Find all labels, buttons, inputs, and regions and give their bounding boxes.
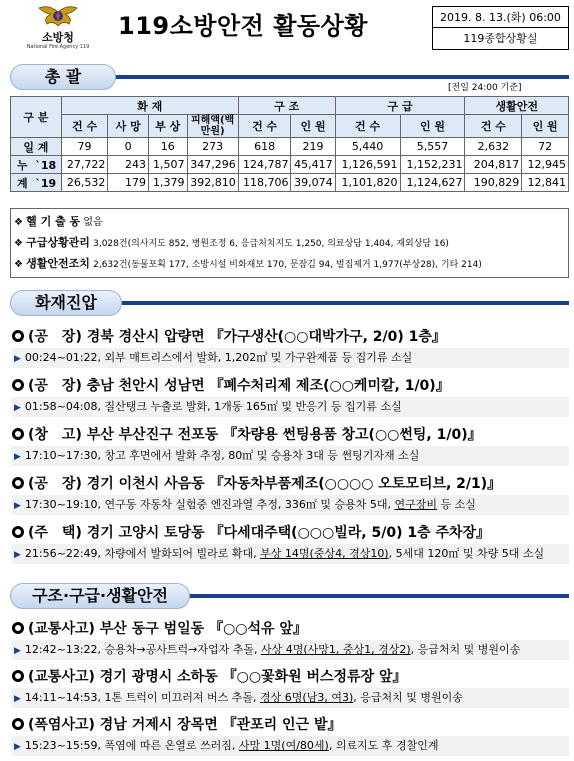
event-description <box>12 446 569 466</box>
table-cell: 1,126,591 <box>335 156 400 174</box>
table-cell: 273 <box>187 138 238 156</box>
event-description <box>12 736 569 756</box>
description-text: 00:24~01:22, 외부 매트리스에서 발화, 1,202㎡ 및 가구완제품 등 집기류 소실 <box>24 351 413 364</box>
sub-header: 건 수 <box>335 115 400 138</box>
event-name: 『폐수처리제 제조(○○케미칼, 1/0)』 <box>209 378 450 394</box>
table-cell: 39,074 <box>291 174 335 192</box>
category-header: 구 분 <box>11 97 62 138</box>
description-text: 21:56~22:49, 차량에서 발화되어 빌라로 확대, <box>24 547 261 560</box>
table-cell: 2,632 <box>465 138 522 156</box>
row-label <box>11 156 62 174</box>
event-category: (창 고) <box>28 427 82 443</box>
row-label-main: 계 <box>17 176 28 190</box>
event-name: 『가구생산(○○대박가구, 2/0) 1층』 <box>209 329 446 345</box>
summary-line-text: 없음 <box>83 217 103 228</box>
row-label-year: `18 <box>35 158 57 172</box>
triangle-bullet-icon: ▶ <box>14 550 21 560</box>
row-label-year: `19 <box>35 176 57 190</box>
event-name: 『자동차부품제조(○○○○ 오토모티브, 2/1)』 <box>209 476 502 492</box>
table-cell: 219 <box>291 138 335 156</box>
event-category: (주 택) <box>28 525 82 541</box>
event-description <box>12 688 569 708</box>
table-cell: 16 <box>148 138 187 156</box>
circle-bullet-icon <box>12 622 24 634</box>
description-text: , 5세대 120㎡ 및 차량 5대 소실 <box>388 547 545 560</box>
event-category: (공 장) <box>28 329 82 345</box>
row-label-main: 누 <box>17 158 28 172</box>
table-cell: 124,787 <box>238 156 291 174</box>
description-text: , 응급처치 및 병원이송 <box>410 643 521 656</box>
page-title: 119소방안전 활동상황 <box>118 12 368 40</box>
event-location: 충남 천안시 성남면 <box>86 378 205 394</box>
event-location: 경기 이천시 사음동 <box>86 476 205 492</box>
circle-bullet-icon <box>12 526 24 538</box>
agency-logo <box>14 2 102 54</box>
summary-line <box>14 232 565 253</box>
circle-bullet-icon <box>12 718 24 730</box>
triangle-bullet-icon: ▶ <box>14 742 21 752</box>
sub-header: 건 수 <box>238 115 291 138</box>
table-cell: 12,841 <box>522 174 569 192</box>
triangle-bullet-icon: ▶ <box>14 354 21 364</box>
table-cell: 392,810 <box>187 174 238 192</box>
date-box <box>432 6 569 50</box>
circle-bullet-icon <box>12 670 24 682</box>
event-heading <box>12 375 450 395</box>
table-row <box>11 156 569 174</box>
sub-header: 사 망 <box>108 115 149 138</box>
table-cell: 27,722 <box>61 156 108 174</box>
group-header-safety: 생활안전 <box>465 97 569 115</box>
description-text: 12:42~13:22, 승용차→공사트럭→자업자 추돌, <box>24 643 261 656</box>
event-category: (교통사고) <box>28 621 95 637</box>
sub-header: 건 수 <box>465 115 522 138</box>
event-location: 경기 광명시 소하동 <box>99 669 218 685</box>
casualty-detail: 부상 14명(중상4, 경상10) <box>260 547 389 560</box>
table-cell: 118,706 <box>238 174 291 192</box>
triangle-bullet-icon: ▶ <box>14 403 21 413</box>
description-text: , 의료지도 후 경찰인계 <box>328 739 439 752</box>
event-heading <box>12 473 501 493</box>
summary-table <box>10 96 569 192</box>
summary-line-label: 헬 기 출 동 <box>26 215 81 228</box>
sub-header: 피해액(백만원) <box>187 115 238 138</box>
fire-section-header <box>10 290 569 316</box>
table-cell: 179 <box>108 174 149 192</box>
circle-bullet-icon <box>12 477 24 489</box>
event-description <box>12 348 569 368</box>
event-name: 『차량용 썬팅용품 창고(○○썬팅, 1/0)』 <box>223 427 482 443</box>
triangle-bullet-icon: ▶ <box>14 694 21 704</box>
row-label: 일 계 <box>11 138 62 156</box>
summary-line-label: 구급상황관리 <box>26 236 90 249</box>
diamond-bullet-icon: ❖ <box>14 259 23 270</box>
table-cell: 26,532 <box>61 174 108 192</box>
event-heading <box>12 618 307 638</box>
description-text: 01:58~04:08, 질산탱크 누출로 발화, 1개동 165㎡ 및 반응기 등 집기류 소실 <box>24 400 402 413</box>
event-heading <box>12 522 490 542</box>
event-category: (공 장) <box>28 476 82 492</box>
event-description <box>12 640 569 660</box>
casualty-detail: 사상 4명(사망1, 중상1, 경상2) <box>260 643 411 656</box>
casualty-detail: 연구장비 <box>394 498 438 511</box>
event-description <box>12 495 569 515</box>
summary-line-text: 2,632건(동물포획 177, 소방시설 비화재보 170, 문잠김 94, 벌집제거 1,977(부상28), 기타 214) <box>93 260 482 270</box>
event-name: 『관포리 인근 밭』 <box>222 717 342 733</box>
description-text: 14:11~14:53, 1톤 트럭이 미끄러져 버스 추돌, <box>24 691 261 704</box>
description-text: 15:23~15:59, 폭염에 따른 온열로 쓰러짐, <box>24 739 239 752</box>
table-row <box>11 174 569 192</box>
event-description <box>12 544 569 564</box>
summary-line <box>14 211 565 232</box>
table-cell: 618 <box>238 138 291 156</box>
table-cell: 1,507 <box>148 156 187 174</box>
casualty-detail: 경상 6명(남3, 여3) <box>260 691 354 704</box>
basis-note: [전일 24:00 기준] <box>448 83 522 93</box>
event-location: 경남 거제시 장목면 <box>99 717 218 733</box>
summary-line <box>14 253 565 274</box>
sub-header: 인 원 <box>400 115 465 138</box>
report-office: 119종합상황실 <box>463 32 538 45</box>
triangle-bullet-icon: ▶ <box>14 501 21 511</box>
agency-name: 소방청 <box>42 31 74 44</box>
group-header-rescue: 구 조 <box>238 97 335 115</box>
casualty-detail: 사망 1명(여/80세) <box>238 739 329 752</box>
event-location: 경기 고양시 토당동 <box>86 525 205 541</box>
table-cell: 79 <box>61 138 108 156</box>
table-cell: 243 <box>108 156 149 174</box>
summary-line-label: 생활안전조치 <box>26 257 90 270</box>
event-category: (교통사고) <box>28 669 95 685</box>
event-category: (폭염사고) <box>28 717 95 733</box>
table-cell: 45,417 <box>291 156 335 174</box>
group-header-ems: 구 급 <box>335 97 465 115</box>
table-cell: 0 <box>108 138 149 156</box>
summary-line-text: 3,028건(의사지도 852, 병원조정 6, 응급처치지도 1,250, 의료상담 1,404, 재외상담 16) <box>93 239 449 249</box>
description-text: , 응급처치 및 병원이송 <box>353 691 463 704</box>
event-name: 『다세대주택(○○○빌라, 5/0) 1층 주차장』 <box>209 525 491 541</box>
event-heading <box>12 326 446 346</box>
agency-english: National Fire Agency 119 <box>26 44 90 50</box>
event-heading <box>12 666 407 686</box>
diamond-bullet-icon: ❖ <box>14 217 23 228</box>
event-heading <box>12 714 342 734</box>
event-name: 『○○석유 앞』 <box>209 621 307 637</box>
table-cell: 204,817 <box>465 156 522 174</box>
table-cell: 72 <box>522 138 569 156</box>
triangle-bullet-icon: ▶ <box>14 646 21 656</box>
emblem-icon <box>35 2 81 32</box>
event-location: 부산 부산진구 전포동 <box>86 427 219 443</box>
table-cell: 190,829 <box>465 174 522 192</box>
table-cell: 5,440 <box>335 138 400 156</box>
table-cell: 1,379 <box>148 174 187 192</box>
circle-bullet-icon <box>12 330 24 342</box>
table-cell: 1,101,820 <box>335 174 400 192</box>
event-heading <box>12 424 482 444</box>
table-cell: 12,945 <box>522 156 569 174</box>
description-text: 등 소실 <box>437 498 476 511</box>
event-name: 『○○꽃화원 버스정류장 앞』 <box>222 669 407 685</box>
row-label <box>11 174 62 192</box>
table-cell: 1,124,627 <box>400 174 465 192</box>
table-row <box>11 138 569 156</box>
group-header-fire: 화 재 <box>61 97 238 115</box>
sub-header: 부 상 <box>148 115 187 138</box>
circle-bullet-icon <box>12 428 24 440</box>
table-cell: 5,557 <box>400 138 465 156</box>
event-location: 경북 경산시 압량면 <box>86 329 205 345</box>
sub-header: 건 수 <box>61 115 108 138</box>
diamond-bullet-icon: ❖ <box>14 238 23 249</box>
sub-header: 인 원 <box>291 115 335 138</box>
triangle-bullet-icon: ▶ <box>14 452 21 462</box>
table-cell: 347,296 <box>187 156 238 174</box>
event-category: (공 장) <box>28 378 82 394</box>
report-date: 2019. 8. 13.(화) 06:00 <box>433 7 568 28</box>
table-cell: 1,152,231 <box>400 156 465 174</box>
description-text: 17:10~17:30, 창고 후면에서 발화 추정, 80㎡ 및 승용차 3대 등 썬팅기자재 소실 <box>24 449 420 462</box>
sub-header: 인 원 <box>522 115 569 138</box>
event-location: 부산 동구 범일동 <box>99 621 205 637</box>
summary-details <box>10 208 569 278</box>
fire-section-title: 화재진압 <box>10 290 122 316</box>
description-text: 17:30~19:10, 연구동 자동차 실험중 엔진과열 추정, 336㎡ 및 승용차 5대, <box>24 498 395 511</box>
rescue-section-header <box>10 583 569 609</box>
rescue-section-title: 구조·구급·생활안전 <box>10 583 190 609</box>
circle-bullet-icon <box>12 379 24 391</box>
summary-section-title: 총 괄 <box>10 64 116 90</box>
event-description <box>12 397 569 417</box>
